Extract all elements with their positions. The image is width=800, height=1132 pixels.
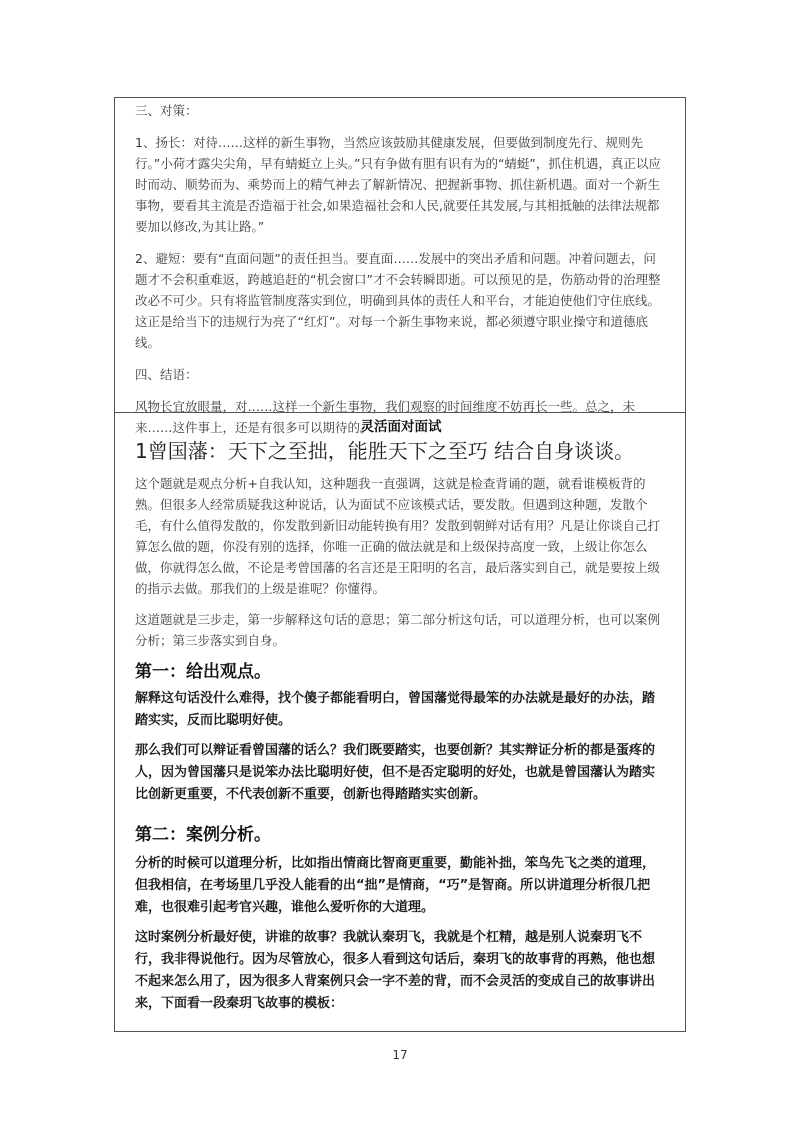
strategy-point-1: 1、扬长：对待……这样的新生事物，当然应该鼓励其健康发展，但要做到制度先行、规则先行。”小荷才露尖尖角，早有蜻蜓立上头。”只有争做有胆有识有为的“蜻蜓”，抓住机遇，真正以应时而动、顺势而为、乘势而上的精气神去了解新情况、把握新事物、抓住新机遇。面对一个新生事物，要看其主流是否造福于社会,如果造福社会和人民,就要任其发展,与其相抵触的法律法规都要加以修改,为其让路。” (135, 135, 661, 234)
step-1-explanation: 解释这句话没什么难得，找个傻子都能看明白，曾国藩觉得最笨的办法就是最好的办法，踏踏实实，反而比聪明好使。 (135, 691, 656, 728)
intro-paragraph: 这个题就是观点分析+自我认知，这种题我一直强调，这就是检查背诵的题，就看谁模板背的熟。但很多人经常质疑我这种说话，认为面试不应该模式话，要发散。但遇到这种题，发散个毛，有什么值得发散的，你发散到新旧动能转换有用？发散到朝鲜对话有用？凡是让你谈自己打算怎么做的题，你没有别的选择，你唯一正确的做法就是和上级保持高度一致，上级让你怎么做，你就得怎么做，不论是考曾国藩的名言还是王阳明的名言，最后落实到自己，就是要按上级的指示去做。那我们的上级是谁呢？你懂得。 (135, 476, 661, 596)
dialectic-paragraph: 那么我们可以辩证看曾国藩的话么？我们既要踏实，也要创新？其实辩证分析的都是蛋疼的人，因为曾国藩只是说笨办法比聪明好使，但不是否定聪明的好处，也就是曾国藩认为踏实比创新更重要，不代表创新不重要，创新也得踏踏实实创新。 (135, 743, 656, 802)
steps-paragraph: 这道题就是三步走，第一步解释这句话的意思；第二部分析这句话，可以道理分析，也可以案例分析；第三步落实到自身。 (135, 612, 661, 648)
step-2-heading: 第二：案例分析。 (135, 825, 271, 845)
question-heading: 1曾国藩：天下之至拙，能胜天下之至巧 结合自身谈谈。 (135, 439, 635, 463)
heading-strategy: 三、对策： (135, 103, 198, 118)
section-title: 灵活面对面试 (360, 419, 442, 435)
case-paragraph: 这时案例分析最好使，讲谁的故事？我就认秦玥飞，我就是个杠精，越是别人说秦玥飞不行，我非得说他行。因为尽管放心，很多人看到这句话后，秦玥飞的故事背的再熟，他也想不起来怎么用了，因为很多人背案例只会一字不差的背，而不会灵活的变成自己的故事讲出来，下面看一段秦玥飞故事的模板： (135, 930, 656, 1011)
step-1-heading: 第一：给出观点。 (135, 662, 271, 682)
interview-section-box (114, 412, 686, 1032)
page-number: 17 (392, 1048, 408, 1062)
strategy-point-2: 2、避短：要有“直面问题”的责任担当。要直面……发展中的突出矛盾和问题。冲着问题去，问题才不会积重难返，跨越追赶的“机会窗口”才不会转瞬即逝。可以预见的是，伤筋动骨的治理整改必不可少。只有将监管制度落实到位，明确到具体的责任人和平台，才能迫使他们守住底线。这正是给当下的违规行为亮了“红灯”。对每一个新生事物来说，都必须遵守职业操守和道德底线。 (135, 251, 661, 350)
heading-conclusion: 四、结语： (135, 367, 198, 382)
conclusion-text: 风物长宜放眼量，对……这样一个新生事物，我们观察的时间维度不妨再长一些。总之，未来……这件事上，还是有很多可以期待的。 (135, 399, 636, 435)
analysis-paragraph: 分析的时候可以道理分析，比如指出情商比智商更重要，勤能补拙，笨鸟先飞之类的道理，但我相信，在考场里几乎没人能看的出“拙”是情商，“巧”是智商。所以讲道理分析很几把难，也很难引起考官兴趣，谁他么爱听你的大道理。 (135, 856, 656, 915)
